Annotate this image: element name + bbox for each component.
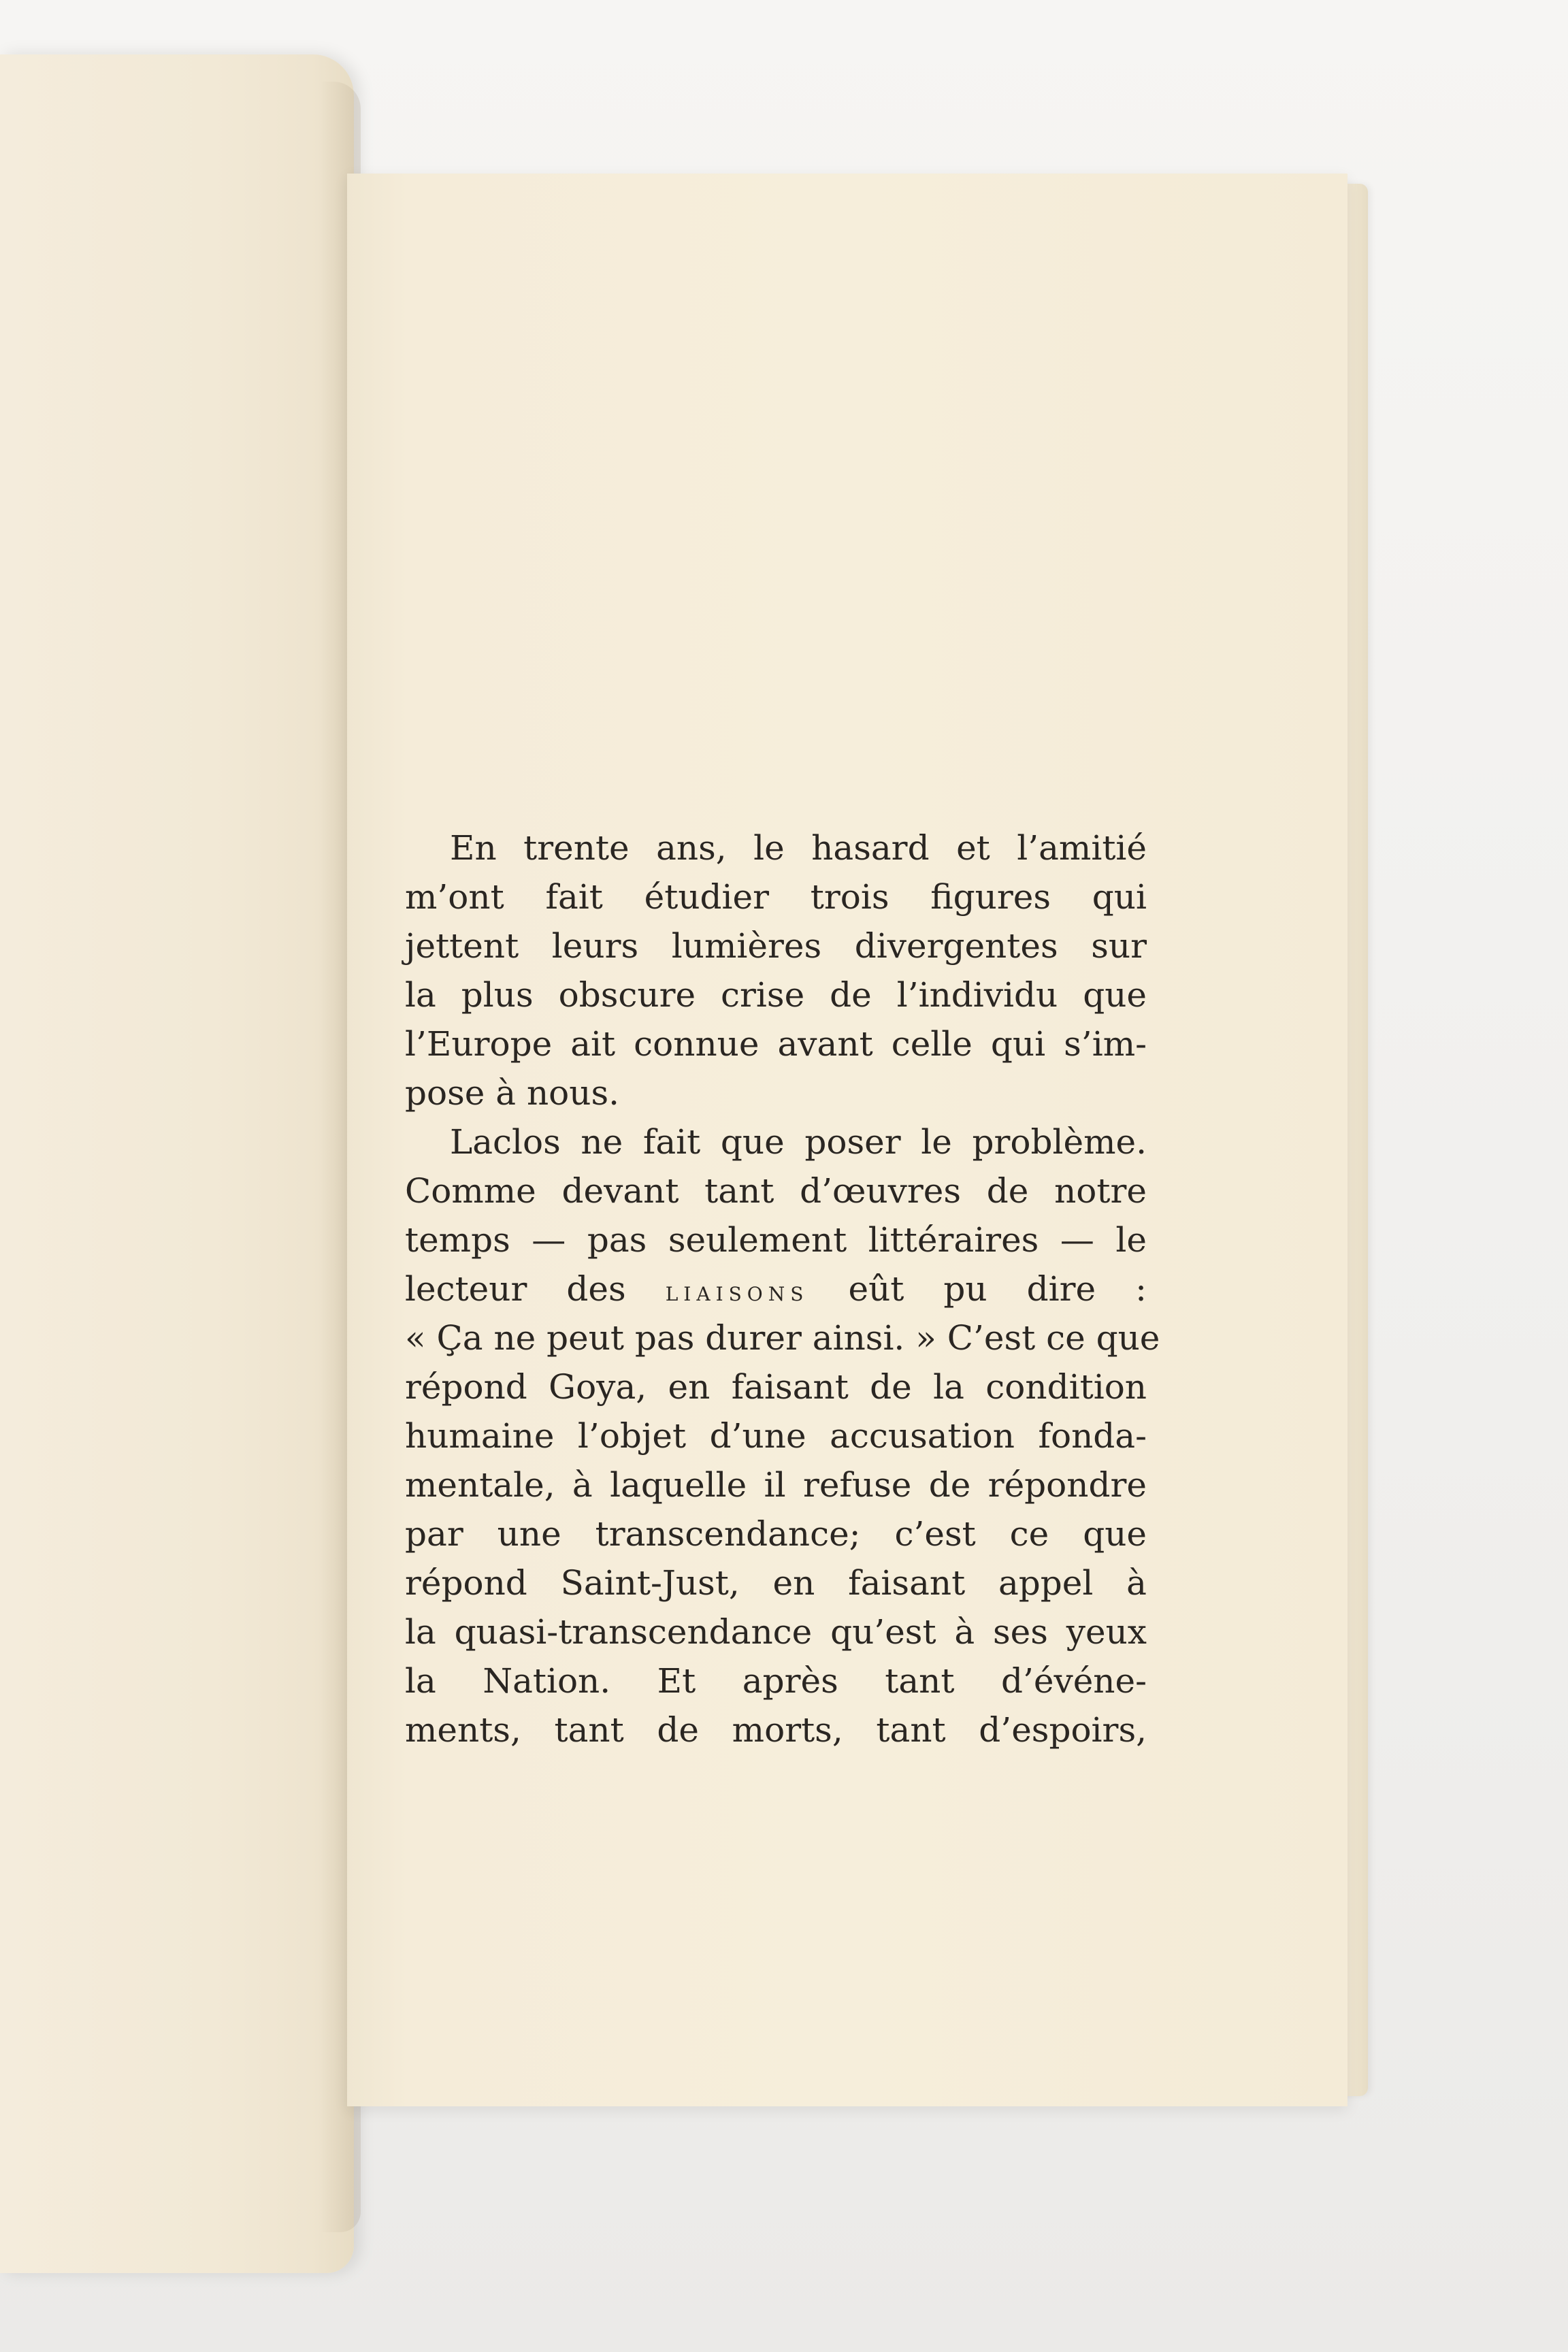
text-before-title: lecteur des [405, 1269, 666, 1309]
text-line: temps — pas seulement littéraires — le [405, 1220, 1147, 1260]
text-line: mentale, à laquelle il refuse de répondre [405, 1465, 1147, 1505]
page-text [405, 823, 1160, 1754]
text-line: répond Saint-Just, en faisant appel à [405, 1563, 1147, 1603]
text-line-with-title [405, 1264, 1147, 1313]
text-line: la plus obscure crise de l’individu que [405, 975, 1147, 1015]
text-line: ments, tant de morts, tant d’espoirs, [405, 1710, 1147, 1750]
text-line: « Ça ne peut pas durer ainsi. » C’est ce que [405, 1318, 1160, 1358]
text-line: Comme devant tant d’œuvres de notre [405, 1171, 1147, 1211]
book-title-liaisons: liaisons [665, 1276, 809, 1307]
text-line: répond Goya, en faisant de la condition [405, 1367, 1147, 1407]
text-line: par une transcendance; c’est ce que [405, 1514, 1147, 1554]
text-line: humaine l’objet d’une accusation fonda- [405, 1416, 1147, 1456]
paragraph-1 [405, 823, 1147, 1117]
text-line: En trente ans, le hasard et l’amitié [450, 828, 1147, 868]
text-after-title: eût pu dire : [808, 1269, 1147, 1309]
paragraph-2 [405, 1117, 1160, 1754]
text-line: pose à nous. [405, 1073, 620, 1113]
text-line: jettent leurs lumières divergentes sur [405, 926, 1147, 966]
left-page [0, 54, 354, 2273]
text-line: l’Europe ait connue avant celle qui s’im- [405, 1024, 1147, 1064]
text-line: Laclos ne fait que poser le problème. [450, 1122, 1147, 1162]
text-line: la quasi-transcendance qu’est à ses yeux [405, 1612, 1147, 1652]
text-line: m’ont fait étudier trois figures qui [405, 877, 1147, 917]
text-line: la Nation. Et après tant d’événe- [405, 1661, 1147, 1701]
